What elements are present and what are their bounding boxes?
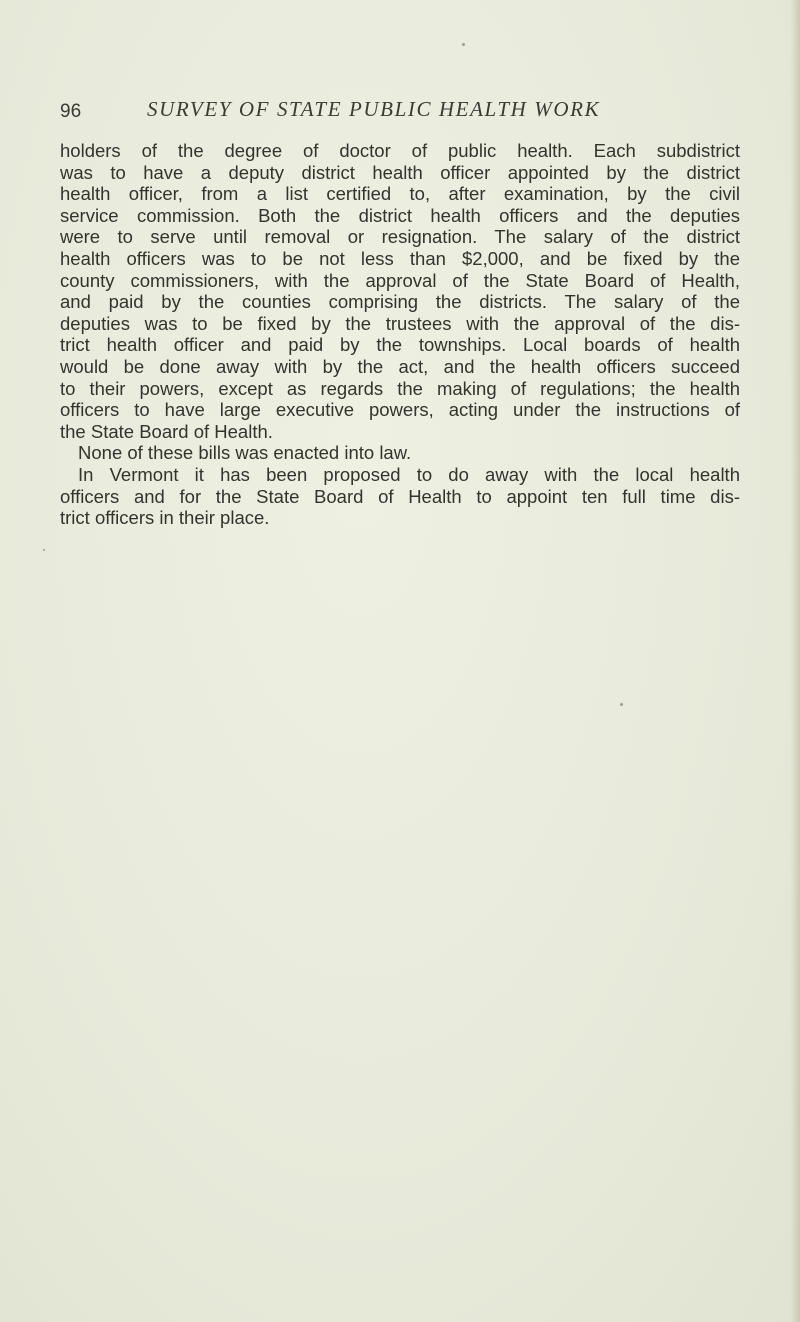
text-line: officers and for the State Board of Health to appoint ten full time dis- — [60, 485, 740, 507]
text-line: and paid by the counties comprising the districts. The salary of the — [60, 291, 740, 313]
paper-speck — [620, 703, 623, 706]
text-line: trict officers in their place. — [60, 507, 270, 529]
text-line: health officers was to be not less than $2,000, and be fixed by the — [60, 247, 740, 269]
text-line: were to serve until removal or resignation. The salary of the district — [60, 226, 740, 248]
running-title: SURVEY OF STATE PUBLIC HEALTH WORK — [147, 97, 601, 121]
text-line: the State Board of Health. — [60, 420, 273, 442]
paragraph-line: None of these bills was enacted into law. — [78, 442, 412, 464]
body-text — [60, 140, 740, 529]
text-line: would be done away with by the act, and the health officers succeed — [60, 355, 740, 377]
text-line: to their powers, except as regards the making of regulations; the health — [60, 377, 740, 399]
paragraph-line: In Vermont it has been proposed to do away with the local health — [78, 463, 740, 485]
paper-speck — [43, 549, 45, 551]
paper-speck — [462, 43, 465, 46]
page-edge-shadow — [790, 0, 800, 1322]
text-line: trict health officer and paid by the townships. Local boards of health — [60, 334, 740, 356]
page-number: 96 — [60, 101, 82, 122]
text-line: was to have a deputy district health officer appointed by the district — [60, 161, 740, 183]
text-line: county commissioners, with the approval of the State Board of Health, — [60, 269, 740, 291]
text-line: health officer, from a list certified to, after examination, by the civil — [60, 183, 740, 205]
text-line: deputies was to be fixed by the trustees with the approval of the dis- — [60, 312, 740, 334]
running-head — [60, 97, 740, 127]
text-line: holders of the degree of doctor of public health. Each subdistrict — [60, 140, 740, 161]
text-line: officers to have large executive powers, acting under the instructions of — [60, 399, 740, 421]
text-line: service commission. Both the district health officers and the deputies — [60, 204, 740, 226]
